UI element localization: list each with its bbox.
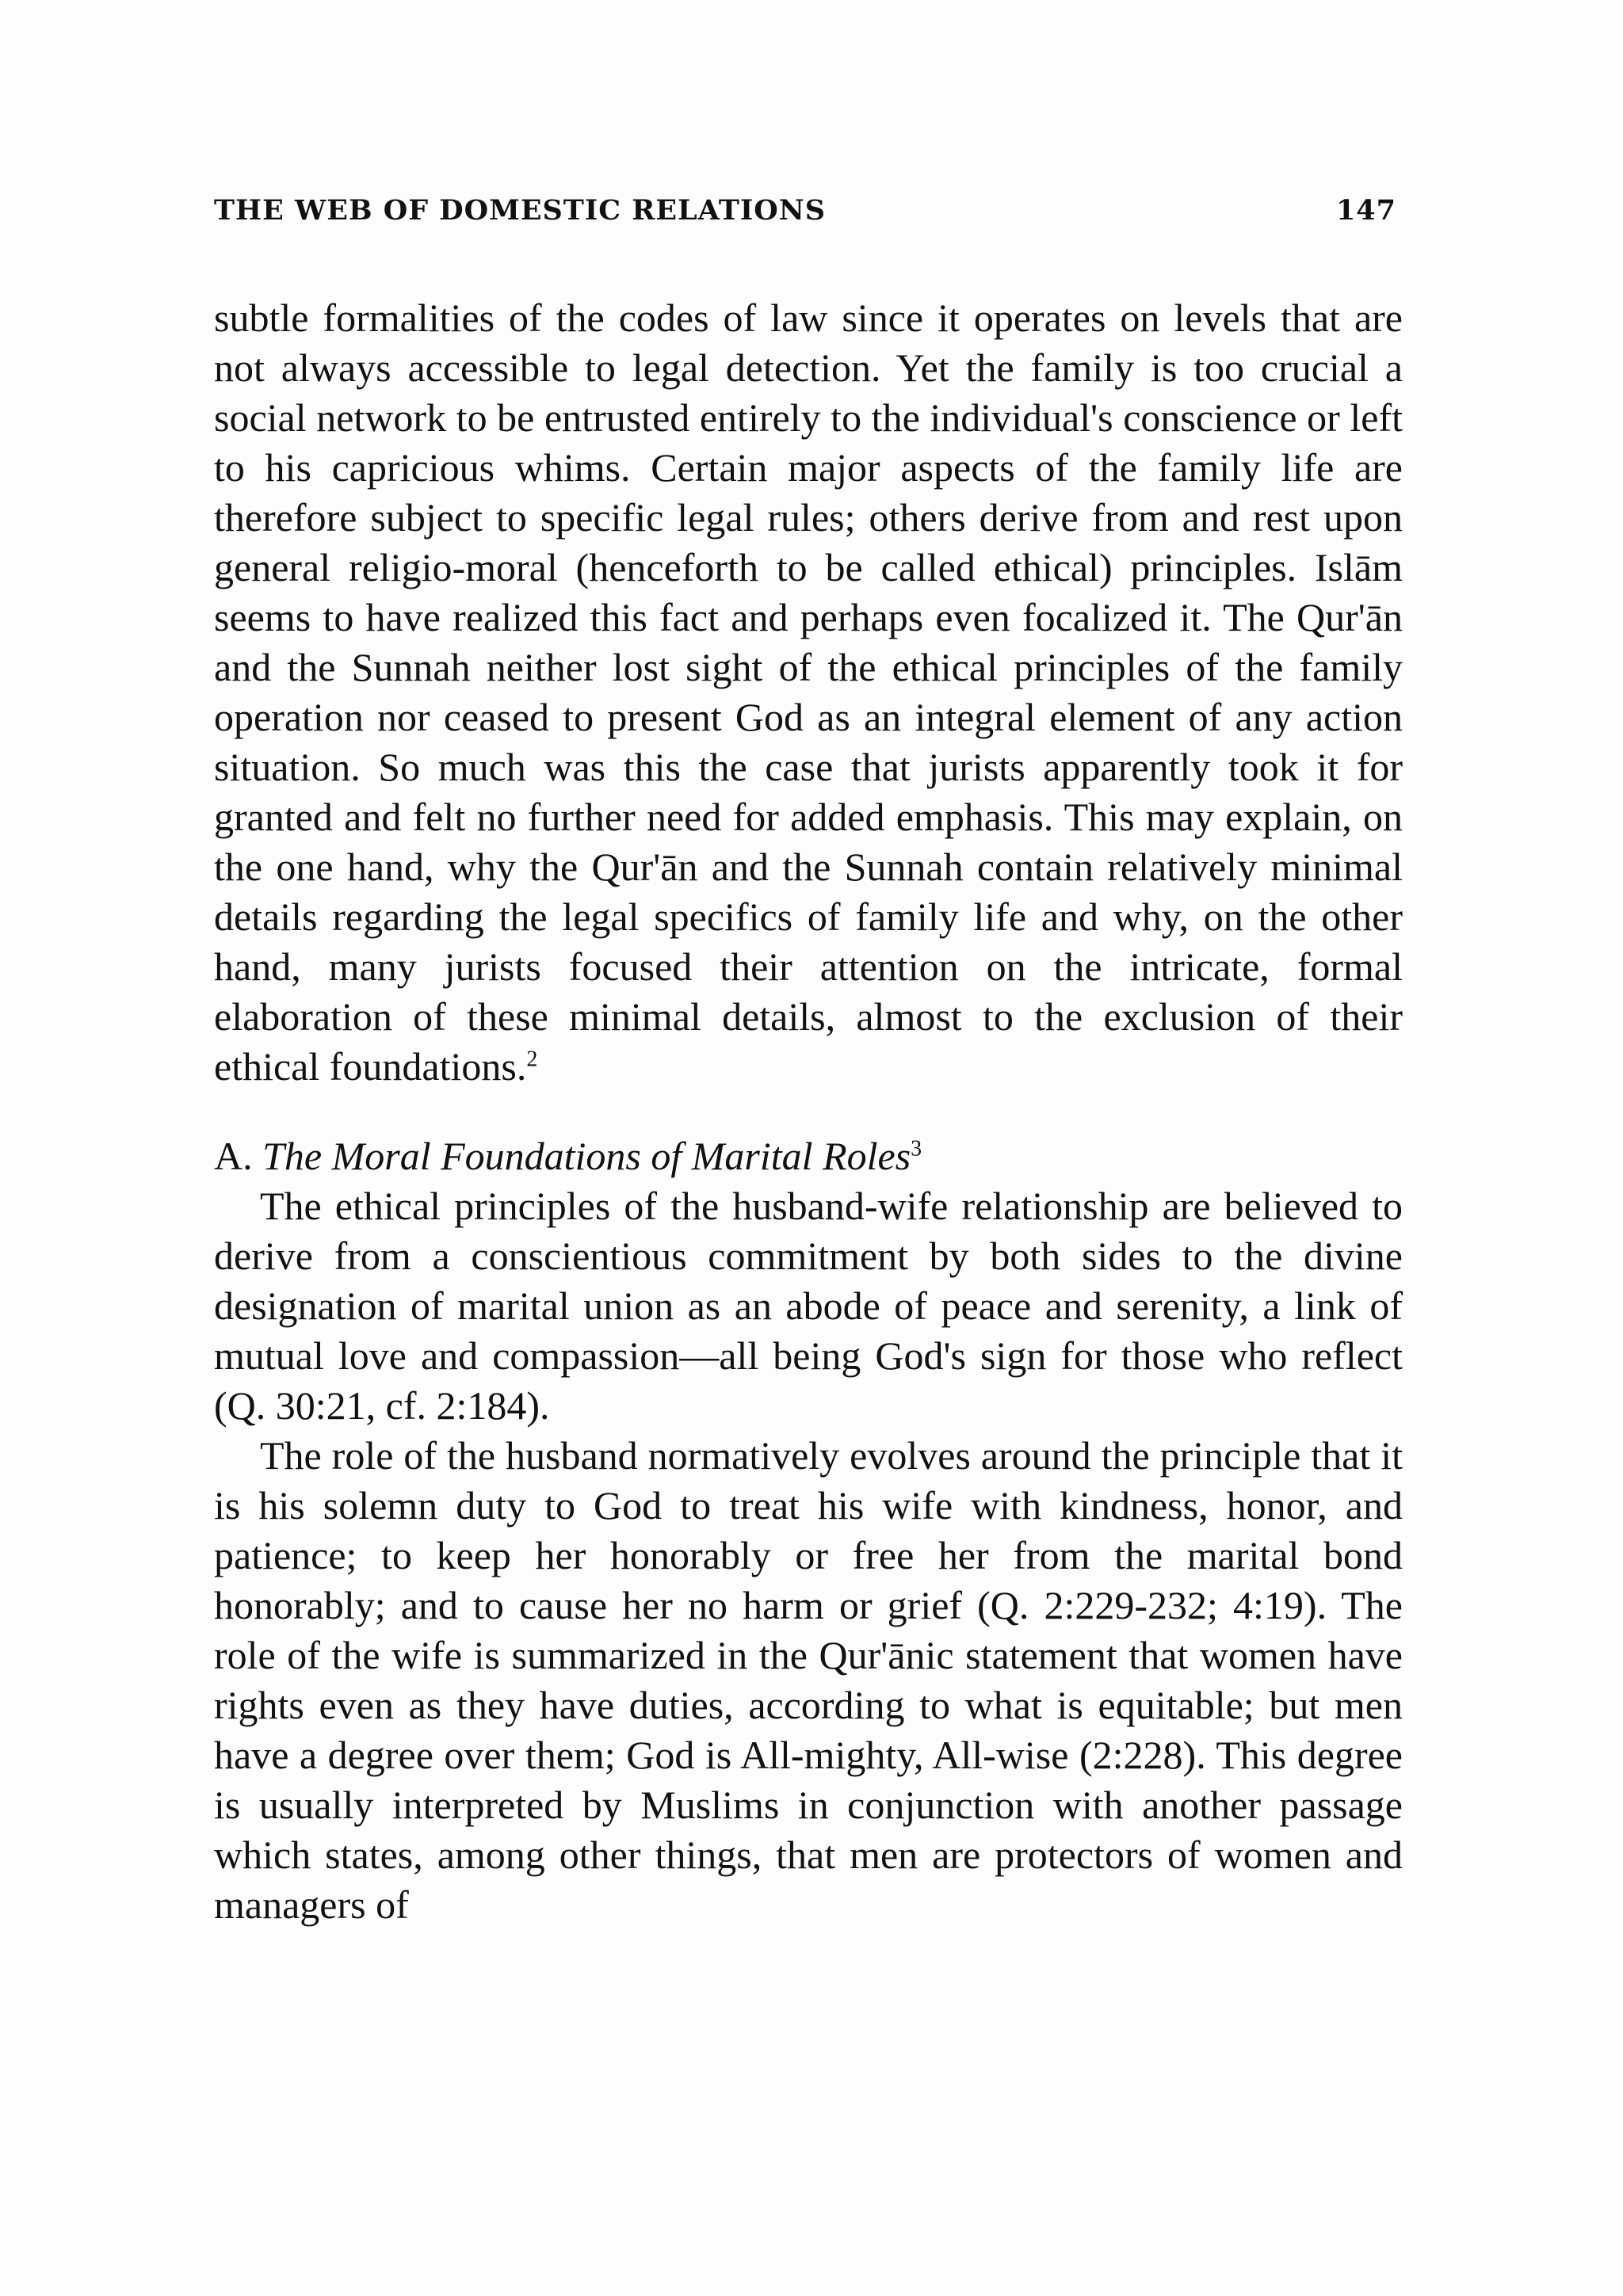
paragraph-2: The ethical principles of the husband-wife relationship are believed to derive from a conscientious commitment by both sides to the divine designation of marital union as an abode of peace and serenity, a link of mutual love and compassion—all being God's sign for those who reflect (Q. 30:21, cf. 2:184). (214, 1184, 1403, 1428)
body-text (214, 293, 1403, 1930)
paragraph-1-text: subtle formalities of the codes of law since it operates on levels that are not always accessible to legal detection. Yet the family is too crucial a social network to be entrusted entirely to the individual's conscience or left to his capricious whims. Certain major aspects of the family life are therefore subject to specific legal rules; others derive from and rest upon general religio-moral (henceforth to be called ethical) principles. Islām seems to have realized this fact and perhaps even focalized it. The Qur'ān and the Sunnah neither lost sight of the ethical principles of the family operation nor ceased to present God as an integral element of any action situation. So much was this the case that jurists apparently took it for granted and felt no further need for added emphasis. This may explain, on the one hand, why the Qur'ān and the Sunnah contain relatively minimal details regarding the legal specifics of family life and why, on the other hand, many jurists focused their attention on the intricate, formal elaboration of these minimal details, almost to the exclusion of their ethical foundations. (214, 296, 1403, 1089)
paragraph-1 (214, 293, 1403, 1092)
footnote-ref-3: 3 (911, 1136, 922, 1161)
section-label: A. (214, 1134, 253, 1178)
paragraph-3: The role of the husband normatively evolves around the principle that it is his solemn duty to God to treat his wife with kindness, honor, and patience; to keep her honorably or free her from the marital bond honorably; and to cause her no harm or grief (Q. 2:229-232; 4:19). The role of the wife is summarized in the Qur'ānic statement that women have rights even as they have duties, according to what is equitable; but men have a degree over them; God is All-mighty, All-wise (2:228). This degree is usually interpreted by Muslims in conjunction with another passage which states, among other things, that men are protectors of women and managers of (214, 1433, 1403, 1927)
running-head (214, 194, 1419, 242)
section-title: The Moral Foundations of Marital Roles (262, 1134, 911, 1178)
page-number: 147 (1335, 194, 1396, 227)
footnote-ref-2: 2 (526, 1047, 538, 1072)
running-title: THE WEB OF DOMESTIC RELATIONS (214, 194, 827, 227)
section-heading (214, 1131, 1403, 1181)
